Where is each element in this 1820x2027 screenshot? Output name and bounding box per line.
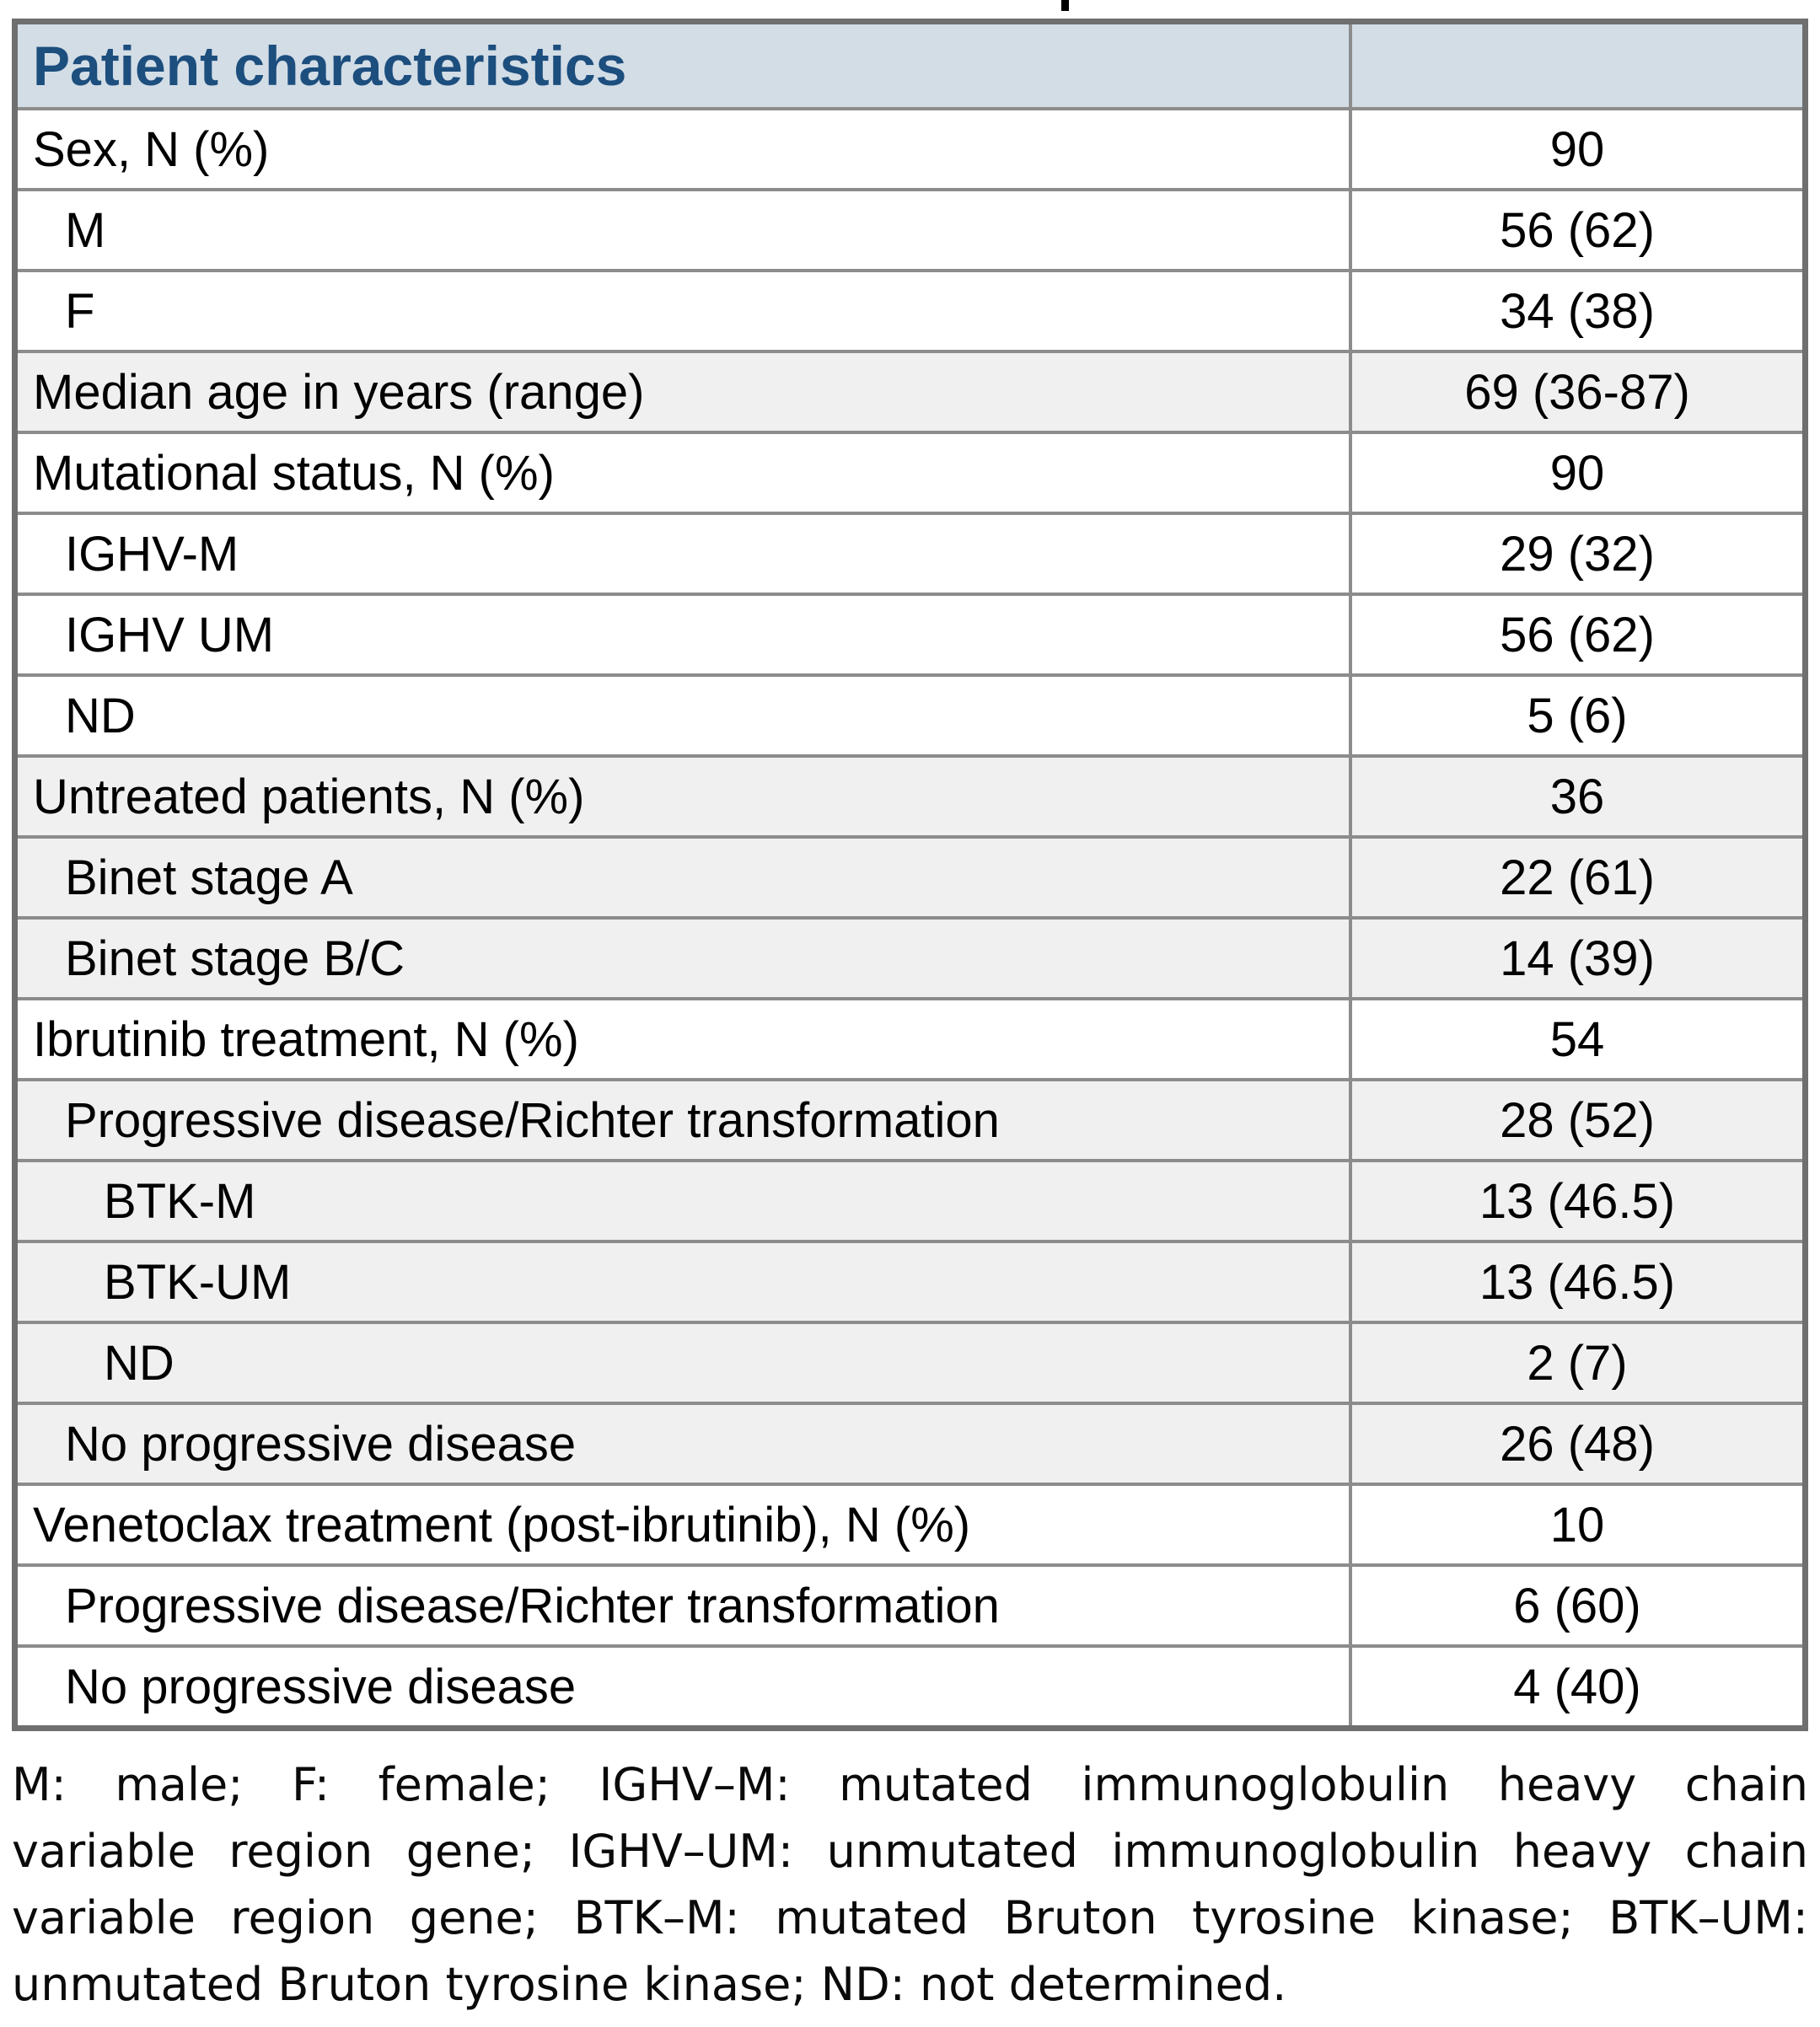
row-value: 5 (6) xyxy=(1350,675,1806,756)
row-label: Progressive disease/Richter transformation xyxy=(15,1565,1351,1646)
row-value: 54 xyxy=(1350,999,1806,1080)
table-row xyxy=(15,1565,1806,1646)
table-row xyxy=(15,756,1806,837)
row-label: M xyxy=(15,190,1351,271)
abbreviations-note xyxy=(12,1751,1808,2018)
row-label: IGHV UM xyxy=(15,594,1351,675)
row-value: 2 (7) xyxy=(1350,1322,1806,1403)
row-label: Sex, N (%) xyxy=(15,109,1351,190)
abbreviations-line: variable region gene; IGHV–UM: unmutated immunoglobulin heavy chain xyxy=(12,1825,1808,1878)
table-row xyxy=(15,432,1806,513)
row-value: 29 (32) xyxy=(1350,513,1806,594)
row-label: No progressive disease xyxy=(15,1646,1351,1729)
table-row xyxy=(15,351,1806,432)
row-label: F xyxy=(15,271,1351,351)
row-value: 26 (48) xyxy=(1350,1403,1806,1484)
row-value: 56 (62) xyxy=(1350,594,1806,675)
table-row xyxy=(15,675,1806,756)
table-row xyxy=(15,594,1806,675)
table-row xyxy=(15,1080,1806,1161)
row-label: IGHV-M xyxy=(15,513,1351,594)
table-row xyxy=(15,1161,1806,1241)
row-value: 69 (36-87) xyxy=(1350,351,1806,432)
table-row xyxy=(15,1646,1806,1729)
row-label: BTK-M xyxy=(15,1161,1351,1241)
row-value: 90 xyxy=(1350,109,1806,190)
row-value: 56 (62) xyxy=(1350,190,1806,271)
table-row xyxy=(15,190,1806,271)
row-value: 4 (40) xyxy=(1350,1646,1806,1729)
abbreviations-line: unmutated Bruton tyrosine kinase; ND: not determined. xyxy=(12,1958,1287,2011)
row-label: ND xyxy=(15,675,1351,756)
row-label: ND xyxy=(15,1322,1351,1403)
row-label: No progressive disease xyxy=(15,1403,1351,1484)
table-body xyxy=(15,109,1806,1729)
row-value: 28 (52) xyxy=(1350,1080,1806,1161)
table-row xyxy=(15,918,1806,999)
row-label: Mutational status, N (%) xyxy=(15,432,1351,513)
abbreviations-line: variable region gene; BTK–M: mutated Bruton tyrosine kinase; BTK–UM: xyxy=(12,1891,1808,1944)
row-value: 14 (39) xyxy=(1350,918,1806,999)
table-row xyxy=(15,1322,1806,1403)
table-row xyxy=(15,513,1806,594)
table-title: Patient characteristics xyxy=(15,22,1351,110)
row-value: 36 xyxy=(1350,756,1806,837)
patient-characteristics-table xyxy=(12,19,1808,1731)
row-label: Progressive disease/Richter transformation xyxy=(15,1080,1351,1161)
table-row xyxy=(15,999,1806,1080)
row-value: 6 (60) xyxy=(1350,1565,1806,1646)
cropped-text-artifact xyxy=(1061,0,1069,11)
table-row xyxy=(15,109,1806,190)
table-row xyxy=(15,1484,1806,1565)
row-value: 10 xyxy=(1350,1484,1806,1565)
table-row xyxy=(15,1403,1806,1484)
abbreviations-line: M: male; F: female; IGHV–M: mutated immunoglobulin heavy chain xyxy=(12,1758,1808,1811)
row-label: Binet stage A xyxy=(15,837,1351,918)
table-row xyxy=(15,837,1806,918)
row-label: Ibrutinib treatment, N (%) xyxy=(15,999,1351,1080)
row-value: 34 (38) xyxy=(1350,271,1806,351)
row-label: Untreated patients, N (%) xyxy=(15,756,1351,837)
row-value: 13 (46.5) xyxy=(1350,1241,1806,1322)
row-label: Venetoclax treatment (post-ibrutinib), N (%) xyxy=(15,1484,1351,1565)
row-label: BTK-UM xyxy=(15,1241,1351,1322)
row-value: 13 (46.5) xyxy=(1350,1161,1806,1241)
row-value: 90 xyxy=(1350,432,1806,513)
table-header-row xyxy=(15,22,1806,110)
row-label: Binet stage B/C xyxy=(15,918,1351,999)
row-value: 22 (61) xyxy=(1350,837,1806,918)
row-label: Median age in years (range) xyxy=(15,351,1351,432)
table-row xyxy=(15,271,1806,351)
table-row xyxy=(15,1241,1806,1322)
table-header-value-cell xyxy=(1350,22,1806,110)
